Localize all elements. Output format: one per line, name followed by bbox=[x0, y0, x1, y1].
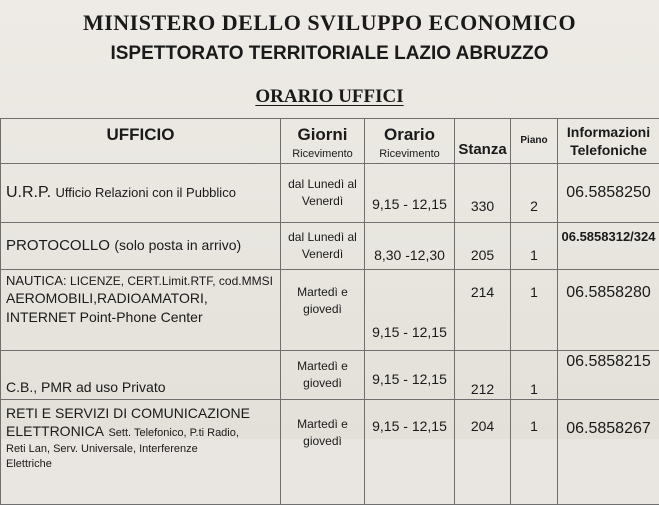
stanza-value: 204 bbox=[471, 418, 494, 434]
cell-stanza bbox=[455, 223, 511, 270]
cell-telefono bbox=[558, 351, 659, 400]
piano-value: 1 bbox=[530, 381, 538, 397]
giorni-line1: Martedì e bbox=[281, 416, 364, 433]
header-piano-label: Piano bbox=[511, 135, 557, 146]
table-row bbox=[1, 400, 659, 505]
ufficio-line2: AEROMOBILI,RADIOAMATORI, bbox=[6, 289, 280, 308]
header-orario-sub: Ricevimento bbox=[365, 148, 454, 160]
orario-value: 9,15 - 12,15 bbox=[372, 196, 447, 212]
header-info-line1: Informazioni bbox=[567, 124, 650, 140]
header-ufficio bbox=[1, 119, 281, 164]
cell-stanza bbox=[455, 400, 511, 505]
cell-stanza bbox=[455, 351, 511, 400]
schedule-title-text: ORARIO UFFICI bbox=[255, 86, 403, 107]
cell-telefono bbox=[558, 223, 659, 270]
stanza-value: 214 bbox=[471, 284, 494, 300]
header-orario bbox=[365, 119, 455, 164]
cell-telefono bbox=[558, 270, 659, 351]
table-header-row bbox=[1, 119, 659, 164]
schedule-title bbox=[0, 86, 659, 108]
cell-orario bbox=[365, 270, 455, 351]
header-info-line2: Telefoniche bbox=[570, 142, 647, 158]
cell-ufficio bbox=[1, 351, 281, 400]
header-giorni bbox=[281, 119, 365, 164]
cell-piano bbox=[511, 270, 558, 351]
header-stanza bbox=[455, 119, 511, 164]
header-orario-label: Orario bbox=[365, 125, 454, 145]
cell-piano bbox=[511, 223, 558, 270]
header-giorni-sub: Ricevimento bbox=[281, 148, 364, 160]
cell-ufficio bbox=[1, 270, 281, 351]
cell-piano bbox=[511, 164, 558, 223]
piano-value: 1 bbox=[530, 247, 538, 263]
stanza-value: 330 bbox=[471, 198, 494, 214]
ufficio-line2-bold: ELETTRONICA bbox=[6, 423, 104, 439]
giorni-line1: Martedì e bbox=[281, 358, 364, 375]
cell-orario bbox=[365, 400, 455, 505]
piano-value: 2 bbox=[530, 198, 538, 214]
cell-stanza bbox=[455, 164, 511, 223]
stanza-value: 212 bbox=[471, 381, 494, 397]
header-info-label bbox=[558, 123, 659, 159]
header-ufficio-label: UFFICIO bbox=[1, 125, 280, 145]
ufficio-line3: INTERNET Point-Phone Center bbox=[6, 308, 280, 327]
header-giorni-label: Giorni bbox=[281, 125, 364, 145]
ufficio-line3: Reti Lan, Serv. Universale, Interferenze bbox=[6, 442, 280, 457]
ufficio-detail: (solo posta in arrivo) bbox=[114, 237, 241, 253]
cell-giorni bbox=[281, 223, 365, 270]
cell-orario bbox=[365, 223, 455, 270]
cell-telefono bbox=[558, 164, 659, 223]
ufficio-name: PROTOCOLLO bbox=[6, 237, 110, 254]
cell-piano bbox=[511, 351, 558, 400]
cell-giorni bbox=[281, 400, 365, 505]
cell-ufficio bbox=[1, 164, 281, 223]
cell-ufficio bbox=[1, 223, 281, 270]
giorni-line2: Venerdì bbox=[281, 193, 364, 210]
header-info bbox=[558, 119, 659, 164]
giorni-line1: Martedì e bbox=[281, 284, 364, 301]
giorni-line2: Venerdì bbox=[281, 246, 364, 263]
cell-ufficio bbox=[1, 400, 281, 505]
table-row bbox=[1, 223, 659, 270]
cell-giorni bbox=[281, 270, 365, 351]
ufficio-line4: Elettriche bbox=[6, 457, 280, 471]
cell-giorni bbox=[281, 351, 365, 400]
ufficio-name: C.B., PMR ad uso Privato bbox=[6, 379, 166, 395]
giorni-line1: dal Lunedì al bbox=[281, 229, 364, 246]
piano-value: 1 bbox=[530, 418, 538, 434]
cell-piano bbox=[511, 400, 558, 505]
orario-value: 9,15 - 12,15 bbox=[372, 371, 447, 387]
telefono-value: 06.5858312/324 bbox=[562, 229, 656, 244]
giorni-line2: giovedì bbox=[281, 375, 364, 392]
header-stanza-label: Stanza bbox=[455, 141, 510, 158]
cell-orario bbox=[365, 164, 455, 223]
piano-value: 1 bbox=[530, 284, 538, 300]
ufficio-detail: LICENZE, CERT.Limit.RTF, cod.MMSI bbox=[70, 274, 273, 288]
ufficio-name: RETI E SERVIZI DI COMUNICAZIONE bbox=[6, 404, 280, 422]
giorni-line2: giovedì bbox=[281, 301, 364, 318]
orario-value: 8,30 -12,30 bbox=[374, 247, 445, 263]
office-hours-table bbox=[0, 118, 659, 505]
giorni-line2: giovedì bbox=[281, 433, 364, 450]
telefono-value: 06.5858267 bbox=[566, 420, 651, 437]
ufficio-line2-rest: Sett. Telefonico, P.ti Radio, bbox=[108, 427, 238, 439]
cell-telefono bbox=[558, 400, 659, 505]
cell-stanza bbox=[455, 270, 511, 351]
orario-value: 9,15 - 12,15 bbox=[372, 324, 447, 340]
cell-giorni bbox=[281, 164, 365, 223]
telefono-value: 06.5858215 bbox=[566, 353, 651, 370]
ufficio-name: NAUTICA: bbox=[6, 273, 67, 288]
ministry-title: MINISTERO DELLO SVILUPPO ECONOMICO bbox=[0, 10, 659, 36]
giorni-line1: dal Lunedì al bbox=[281, 176, 364, 193]
table-row bbox=[1, 351, 659, 400]
table-row bbox=[1, 164, 659, 223]
table-row bbox=[1, 270, 659, 351]
telefono-value: 06.5858250 bbox=[566, 184, 651, 201]
inspectorate-title: ISPETTORATO TERRITORIALE LAZIO ABRUZZO bbox=[0, 43, 659, 65]
ufficio-detail: Ufficio Relazioni con il Pubblico bbox=[56, 185, 236, 200]
orario-value: 9,15 - 12,15 bbox=[372, 418, 447, 434]
telefono-value: 06.5858280 bbox=[566, 284, 651, 301]
header-piano bbox=[511, 119, 558, 164]
cell-orario bbox=[365, 351, 455, 400]
ufficio-name: U.R.P. bbox=[6, 184, 51, 201]
stanza-value: 205 bbox=[471, 247, 494, 263]
